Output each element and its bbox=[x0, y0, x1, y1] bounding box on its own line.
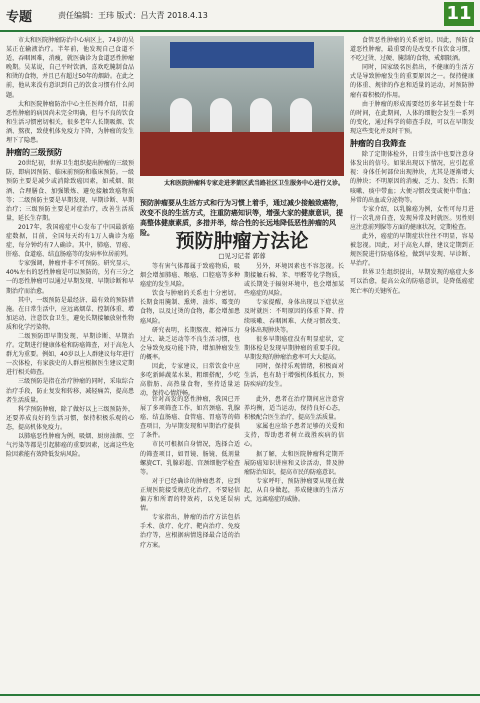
paragraph: 三级预防是指在治疗肿瘤的同时，采取综合治疗手段，防止复发和转移，减轻痛苦，提高患者生活质量。 bbox=[6, 378, 134, 404]
photo-table bbox=[140, 132, 344, 176]
article-lead: 预防肿瘤要从生活方式和行为习惯上着手，通过减少接触致癌物，改变不良的生活方式，注重防癌知识等，增强大家的健康意识，提高整体健康素质，多措并举，综合性的长远地降低恶性肿瘤的风险。 bbox=[140, 199, 343, 237]
photo-banner bbox=[170, 42, 314, 68]
page-number: 11 bbox=[444, 2, 474, 26]
paragraph: 专家指出，肿瘤的治疗方法包括手术、放疗、化疗、靶向治疗、免疫治疗等，应根据病情选择最合适的治疗方案。 bbox=[140, 514, 240, 549]
column-mid-2 bbox=[244, 262, 344, 390]
paragraph: 同时，保持乐观情绪，积极面对生活，也有助于增强机体抵抗力，预防疾病的发生。 bbox=[244, 363, 344, 389]
news-photo bbox=[140, 36, 344, 176]
editor-meta: 责任编辑：王玮 版式：吕大青 2018.4.13 bbox=[58, 11, 208, 20]
paragraph: 专家呼吁，预防肿瘤要从现在做起，从自身做起，养成健康的生活方式，远离癌症的威胁。 bbox=[244, 477, 344, 504]
page-header bbox=[0, 0, 480, 32]
section-heading: 肿瘤的自我筛查 bbox=[350, 139, 406, 149]
photo-person bbox=[170, 98, 192, 136]
paragraph: 家属也应给予患者足够的关爱和支持，帮助患者树立战胜疾病的信心。 bbox=[244, 423, 344, 449]
paragraph: 由于肿瘤的形成需要经历多年甚至数十年的时间，在此期间，人体的细胞会发生一系列的变化，通过科学的筛查手段，可以在早期发现这些变化并及时干预。 bbox=[350, 100, 474, 135]
paragraph: 以肺癌恶性肿瘤为例，吸烟、厨房油烟、空气污染等都是引起肺癌的重要因素，远离这些危险因素能有效降低发病风险。 bbox=[6, 433, 134, 459]
paragraph: 据了解，太和医院肿瘤科定期开展防癌知识讲座和义诊活动，普及肿瘤防治知识，提高市民的防癌意识。 bbox=[244, 450, 344, 476]
paragraph: 专家介绍，以乳腺癌为例，女性可每月进行一次乳房自查，发现异常及时就医。男性则应注意前列腺等方面的健康状况，定期检查。 bbox=[350, 205, 474, 231]
column-4 bbox=[350, 36, 474, 700]
page-footer-rule bbox=[0, 694, 480, 696]
photo-person bbox=[290, 98, 312, 136]
paragraph: 除了定期体检外，日常生活中也要注意身体发出的信号。如果出现以下情况，应引起重视：身体任何部位出现肿块，尤其是逐渐增大的肿块；不明原因的消瘦、乏力、发热；长期咳嗽、痰中带血；大便习惯改变或便中带血；异常的出血或分泌物等。 bbox=[350, 151, 474, 204]
paragraph: 专家强调，肿瘤并非不可预防。研究显示，40%左右的恶性肿瘤是可以预防的，另有三分之一的恶性肿瘤可以通过早期发现、早期诊断和早期治疗而治愈。 bbox=[6, 260, 134, 295]
article-byline: □见习记者 郭蓉 bbox=[218, 252, 266, 260]
paragraph: 2017年，我国癌症中心发布了中国最新癌症数据，目前，全国每天约有1万人确诊为癌症，每分钟约有7人确诊。其中，肺癌、胃癌、肝癌、食道癌、结直肠癌等的发病率位居前列。 bbox=[6, 223, 134, 259]
paragraph: 世界卫生组织提出，早期发现的癌症大多可以治愈，提高公众的防癌意识，是降低癌症死亡率的关键所在。 bbox=[350, 269, 474, 295]
paragraph: 专家提醒，身体出现以下症状应及时就医：不明原因的体重下降、持续咳嗽、吞咽困难、大便习惯改变、身体出现肿块等。 bbox=[244, 299, 344, 334]
paragraph: 此外，癌症的早期症状往往不明显，容易被忽视。因此，对于高危人群，建议定期到正规医院进行防癌体检，做到早发现、早诊断、早治疗。 bbox=[350, 232, 474, 268]
photo-person bbox=[250, 98, 272, 136]
column-3 bbox=[244, 395, 344, 695]
paragraph: 此外，患者在治疗期间应注意营养均衡，适当运动，保持良好心态，积极配合医生治疗，提高生活质量。 bbox=[244, 396, 344, 422]
paragraph: 科学预防肿瘤，除了做好以上三级预防外，还要养成良好的生活习惯，保持积极乐观的心态，提高机体免疫力。 bbox=[6, 405, 134, 431]
photo-caption: 太和医院肿瘤科专家走进茅箭区武当路社区卫生服务中心进行义诊。 bbox=[163, 180, 344, 187]
article-title: 预防肿瘤方法论 bbox=[175, 230, 309, 252]
column-mid-1 bbox=[140, 262, 240, 398]
paragraph: 针对高发的恶性肿瘤，我国已开展了多项筛查工作，如宫颈癌、乳腺癌、结直肠癌、食管癌、胃癌等的筛查项目，为早期发现和早期治疗提供了条件。 bbox=[140, 396, 240, 440]
section-heading: 肿瘤的三级预防 bbox=[6, 148, 62, 158]
paragraph: 研究表明，长期熬夜、精神压力过大、缺乏运动等不良生活习惯，也会导致免疫功能下降，增加肿瘤发生的概率。 bbox=[140, 326, 240, 361]
paragraph: 对于已经确诊的肿瘤患者，应到正规医院接受规范化治疗，不要轻信偏方和所谓的特效药，以免延误病情。 bbox=[140, 477, 240, 513]
column-1 bbox=[6, 36, 134, 700]
paragraph: 二级预防即早期发现、早期诊断、早期治疗。定期进行健康体检和防癌筛查，对于高危人群尤为重要。例如，40岁以上人群建议每年进行一次体检，有家族史的人群应根据医生建议定期进行相关筛查。 bbox=[6, 333, 134, 377]
paragraph: 很多早期癌症没有明显症状，定期体检是发现早期肿瘤的重要手段。早期发现的肿瘤治愈率可大大提高。 bbox=[244, 335, 344, 361]
paragraph: 因此，专家建议，日常饮食中应多吃新鲜蔬菜水果，粗细搭配，少吃高脂肪、高热量食物，坚持适量运动，保持心情舒畅。 bbox=[140, 363, 240, 398]
section-label: 专题 bbox=[6, 10, 33, 25]
paragraph: 太和医院肿瘤防治中心主任医师介绍，目前恶性肿瘤的病因尚未完全明确，但与不良的饮食和生活习惯密切相关，很多老年人长期吸烟、饮酒、熬夜，致使机体免疫力下降，为肿瘤的发生埋下了隐患。 bbox=[6, 100, 134, 145]
paragraph: 另外，环境因素也不容忽视。长期接触石棉、苯、甲醛等化学物质，或长期处于辐射环境中，也会增加某些癌症的风险。 bbox=[244, 263, 344, 298]
paragraph: 市太和医院肿瘤防治中心病区上，74岁的吴某正在输液治疗。半年前，他发现自己食道不适，吞咽困难，消瘦，就医确诊为食道恶性肿瘤晚期。吴某说，自己平时饮酒，喜欢吃腌制食品和烫的食物，并且已有超过50年的烟龄。在此之前，他从来没有意识到自己的饮食习惯有什么问题。 bbox=[6, 37, 134, 99]
column-2 bbox=[140, 395, 240, 695]
paragraph: 食管恶性肿瘤的关系密切。因此，预防食道恶性肿瘤，最重要的是改变不良饮食习惯，不吃过烫、过硬、腌制的食物，戒烟限酒。 bbox=[350, 37, 474, 63]
paragraph: 20世纪初，世界卫生组织提出肿瘤的三级预防，即病因预防、临床前预防和临床预防。一级预防主要是减少或消除致癌因素，如戒烟、限酒、合理膳食、加强锻炼、避免接触致癌物质等；二级预防主要是早期发现、早期诊断、早期治疗；三级预防主要是对症治疗，改善生活质量，延长生存期。 bbox=[6, 160, 134, 222]
paragraph: 饮食与肿瘤的关系也十分密切。长期食用腌制、熏烤、油炸、霉变的食物，以及过烫的食物，都会增加患癌风险。 bbox=[140, 290, 240, 325]
paragraph: 同时，国家级名医指出，不健康的生活方式是导致肿瘤发生的重要原因之一。保持健康的体重、规律的作息和适量的运动，对预防肿瘤有着积极的作用。 bbox=[350, 64, 474, 99]
photo-person bbox=[210, 98, 232, 136]
paragraph: 其中，一级预防是最经济、最有效的预防措施。在日常生活中，应远离烟草、控制体重、增加运动、注意饮食卫生，避免长期接触放射性物质和化学污染物。 bbox=[6, 296, 134, 331]
paragraph: 等有害气体都属于致癌物质，吸烟会增加肺癌、喉癌、口腔癌等多种癌症的发生风险。 bbox=[140, 263, 240, 289]
paragraph: 市民可根据自身情况，选择合适的筛查项目，如胃镜、肠镜、低剂量螺旋CT、乳腺彩超、宫颈细胞学检查等。 bbox=[140, 441, 240, 476]
